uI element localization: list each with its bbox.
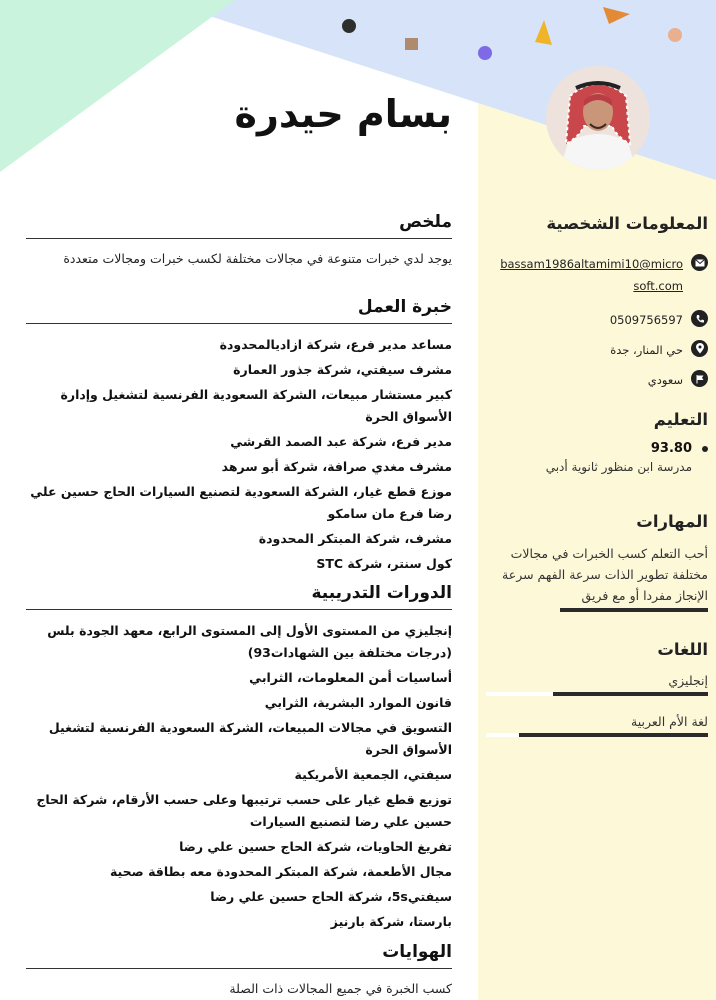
experience-item: مشرف سيفتي، شركة جذور العمارة [233,362,452,377]
nationality-row [486,369,708,391]
hobbies-text: كسب الخبرة في جميع المجالات ذات الصلة [229,981,452,996]
summary-title: ملخص [26,212,452,239]
experience-item: كول سنتر، شركة STC [316,556,452,571]
courses-title: الدورات التدريبية [26,583,452,610]
top-green-triangle [0,0,235,172]
location-icon [691,340,708,357]
skills-section [486,512,708,612]
experience-title: خبرة العمل [26,297,452,324]
flag-icon [691,370,708,387]
address-text: حي المنار، جدة [610,343,683,357]
bullet-icon [702,446,708,452]
education-grade-row [486,441,708,456]
language-level-bar [486,692,708,696]
education-title: التعليم [653,410,708,429]
profile-avatar-icon [546,66,650,170]
email-row [486,253,708,297]
address-row [486,339,708,361]
skills-title: المهارات [636,512,708,531]
experience-item: كبير مستشار مبيعات، الشركة السعودية الفرنسية لتشغيل وإدارة الأسواق الحرة [60,387,452,424]
language-level-bar [486,733,708,737]
language-level-fill [553,692,708,696]
personal-info-title: المعلومات الشخصية [546,214,708,233]
summary-text: يوجد لدي خبرات متنوعة في مجالات مختلفة لكسب خبرات ومجالات متعددة [63,251,452,266]
course-item: قانون الموارد البشرية، الثرابي [264,695,452,710]
course-item: مجال الأطعمة، شركة المبتكر المحدودة معه بطاقة صحية [109,864,452,879]
experience-item: مشرف، شركة المبتكر المحدودة [258,531,452,546]
experience-item: مدير فرع، شركة عبد الصمد القرشي [230,434,452,449]
summary-section [26,212,452,269]
experience-item: موزع قطع غيار، الشركة السعودية لتصنيع السيارات الحاج حسين علي رضا فرع مان سامكو [30,484,452,521]
course-item: تفريغ الحاويات، شركة الحاج حسين علي رضا [179,839,452,854]
education-grade: 93.80 [650,441,692,456]
experience-section [26,297,452,578]
personal-info-section [486,214,708,391]
language-level-fill [519,733,708,737]
confetti-purple-circle [478,46,492,60]
language-label: إنجليزي [668,673,708,688]
profile-photo [546,66,650,170]
course-item: سيفتي، الجمعية الأمريكية [294,767,452,782]
person-name: بسام حيدرة [234,92,452,136]
course-item: توزيع قطع غيار على حسب ترتيبها وعلى حسب الأرقام، شركة الحاج حسين علي رضا لتصنيع السيارات [36,792,452,829]
nationality-text: سعودي [647,373,683,387]
email-icon [691,254,708,271]
hobbies-title: الهوايات [26,942,452,969]
experience-item: مساعد مدير فرع، شركة ازاديالمحدودة [219,337,452,352]
phone-icon [691,310,708,327]
confetti-dark-circle [342,19,356,33]
languages-section [486,640,708,737]
phone-row [486,309,708,331]
course-item: التسويق في مجالات المبيعات، الشركة السعودية الفرنسية لتشغيل الأسواق الحرة [48,720,452,757]
course-item: بارستا، شركة بارنيز [330,914,452,929]
experience-item: مشرف مغدي صرافة، شركة أبو سرهد [221,459,452,474]
email-link[interactable]: bassam1986altamimi10@microsoft.com [500,257,683,293]
phone-number: 0509756597 [609,313,683,327]
course-item: إنجليزي من المستوى الأول إلى المستوى الرابع، معهد الجودة بلس (درجات مختلفة بين الشهادات93) [47,623,452,660]
education-section [486,410,708,474]
languages-title: اللغات [657,640,708,659]
hobbies-section [26,942,452,999]
course-item: أساسيات أمن المعلومات، الثرابي [249,670,452,685]
language-label: لغة الأم العربية [631,714,708,729]
education-school: مدرسة ابن منظور ثانوية أدبي [545,460,692,474]
skills-underline [560,608,708,612]
courses-section [26,583,452,936]
course-item: سيفتي5s، شركة الحاج حسين علي رضا [210,889,452,904]
confetti-brown-square [405,38,418,50]
skills-text: أحب التعلم كسب الخبرات في مجالات مختلفة تطوير الذات سرعة الفهم سرعة الإنجاز مفردا أو مع فريق [502,546,708,603]
confetti-peach-circle [668,28,682,42]
